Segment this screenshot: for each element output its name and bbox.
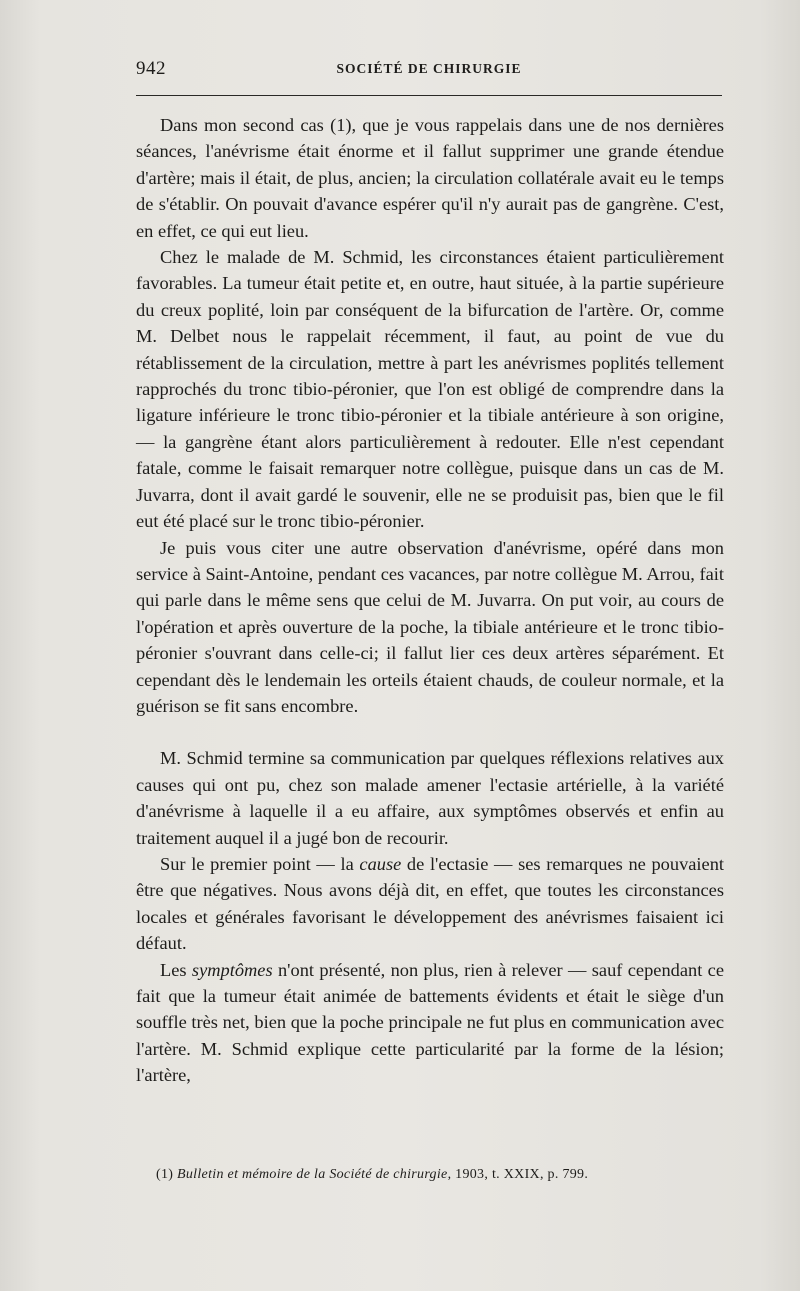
footnote xyxy=(156,1166,722,1184)
cause-text-after: de l'ectasie — ses remarques ne pouvaient être que négatives. Nous avons déjà dit, en effet, que toutes les circonstances locales et générales favorisant le développement des anévrismes faisaient ici défaut. xyxy=(136,853,725,954)
footnote-reference: , 1903, t. XXIX, p. 799. xyxy=(447,1167,589,1182)
body-text xyxy=(136,112,724,1089)
symptomes-text-after: n'ont présenté, non plus, rien à relever — sauf cependant ce fait que la tumeur était animée de battements évidents et était le siège d'un souffle très net, bien que la poche principale ne fut plus en communication avec l'artère. M. Schmid explique cette particularité par la forme de la lésion; l'artère, xyxy=(136,959,725,1086)
paragraph-symptomes xyxy=(136,957,724,1089)
footnote-marker: (1) xyxy=(156,1167,178,1182)
footnote-journal: Bulletin et mémoire de la Société de chirurgie xyxy=(177,1167,448,1182)
page-header xyxy=(136,58,722,86)
paragraph-arrou-observation: Je puis vous citer une autre observation d'anévrisme, opéré dans mon service à Saint-Antoine, pendant ces vacances, par notre collègue M. Arrou, fait qui parle dans le même sens que celui de M. Juvarra. On put voir, au cours de l'opération et après ouverture de la poche, la tibiale antérieure et le tronc tibio-péronier s'ouvrant dans celle-ci; il fallut lier ces deux artères séparément. Et cependant dès le lendemain les orteils étaient chauds, de couleur normale, et la guérison se fit sans encombre. xyxy=(136,537,724,716)
running-head: SOCIÉTÉ DE CHIRURGIE xyxy=(336,61,522,76)
cause-text-before: Sur le premier point — la xyxy=(160,853,360,874)
paragraph-schmid-conclusion: M. Schmid termine sa communication par quelques réflexions relatives aux causes qui ont pu, chez son malade amener l'ectasie artérielle, à la variété d'anévrisme à laquelle il a eu affaire, aux symptômes observés et enfin au traitement auquel il a jugé bon de recourir. xyxy=(136,748,724,848)
page-number: 942 xyxy=(136,58,166,79)
header-rule xyxy=(136,95,722,96)
paragraph-schmid-patient: Chez le malade de M. Schmid, les circonstances étaient particulièrement favorables. La tumeur était petite et, en outre, haut située, à la partie supérieure du creux poplité, loin par conséquent de la bifurcation de l'artère. Or, comme M. Delbet nous le rappelait récemment, il faut, au point de vue du rétablissement de la circulation, mettre à part les anévrismes poplités tellement rapprochés du tronc tibio-péronier, que l'on est obligé de comprendre dans la ligature inférieure le tronc tibio-péronier et la tibiale antérieure à son origine, — la gangrène étant alors particulièrement à redouter. Elle n'est cependant fatale, comme le faisait remarquer notre collègue, puisque dans un cas de M. Juvarra, dont il avait gardé le souvenir, elle ne se produisit pas, bien que le fil eut été placé sur le tronc tibio-péronier. xyxy=(136,247,724,532)
symptomes-text-before: Les xyxy=(160,959,192,980)
paragraph-second-case: Dans mon second cas (1), que je vous rappelais dans une de nos dernières séances, l'anévrisme était énorme et il fallut supprimer une grande étendue d'artère; mais il était, de plus, ancien; la circulation collatérale avait eu le temps de s'établir. On pouvait d'avance espérer qu'il n'y aurait pas de gangrène. C'est, en effet, ce qui eut lieu. xyxy=(136,115,724,241)
cause-italic: cause xyxy=(359,853,402,874)
paragraph-cause xyxy=(136,851,724,957)
symptomes-italic: symptômes xyxy=(191,959,273,980)
